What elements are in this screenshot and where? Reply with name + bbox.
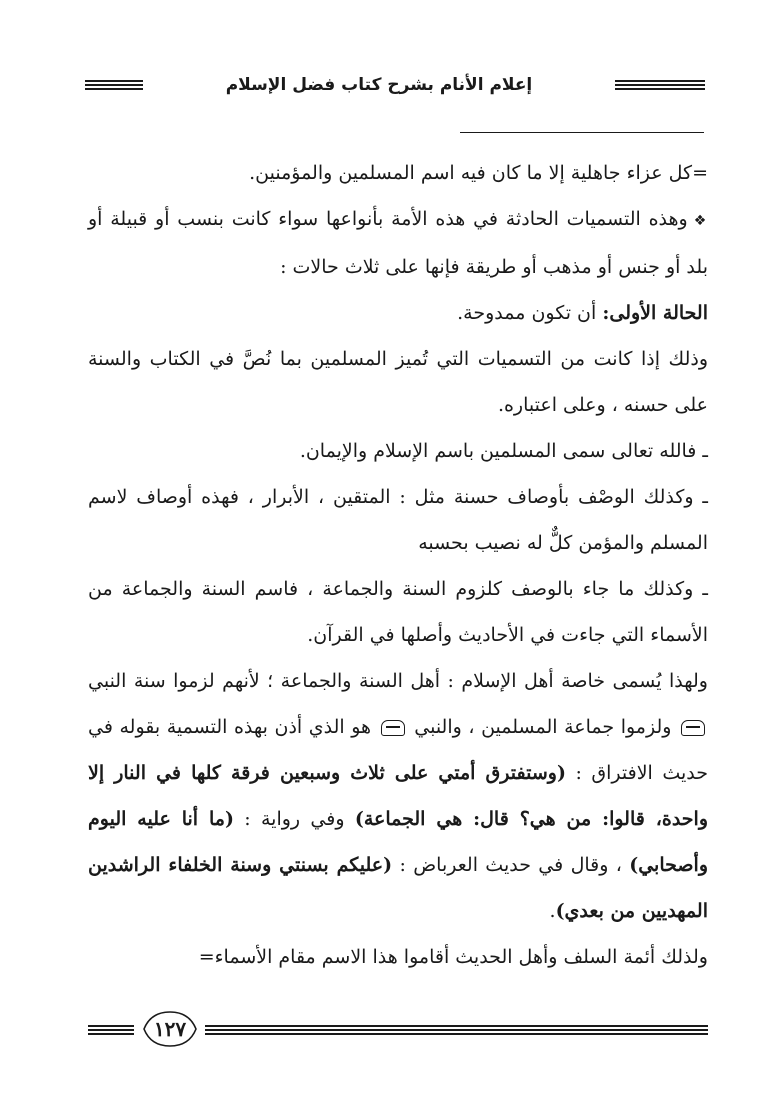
page-number-badge xyxy=(140,1010,200,1048)
paragraph-2: ❖وهذه التسميات الحادثة في هذه الأمة بأنواعها سواء كانت بنسب أو قبيلة أو بلد أو جنس أو مذهب أو طريقة فإنها على ثلاث حالات : xyxy=(88,208,708,278)
footer-rule-right xyxy=(205,1025,708,1035)
footnote-separator xyxy=(460,132,704,133)
hadith-riwaya: (ما أنا عليه اليوم وأصحابي) xyxy=(88,808,708,876)
page-footer xyxy=(88,1010,708,1060)
header-rule-left xyxy=(85,80,143,90)
footnote-text xyxy=(88,150,708,980)
paragraph-4: وذلك إذا كانت من التسميات التي تُميز المسلمين بما نُصَّ في الكتاب والسنة على حسنه ، وعلى اعتباره. xyxy=(88,348,708,416)
bullet-diamond-icon: ❖ xyxy=(693,213,708,229)
header-rule-right xyxy=(615,80,705,90)
salawat-icon xyxy=(681,720,705,736)
book-title: إعلام الأنام بشرح كتاب فضل الإسلام xyxy=(225,75,533,95)
running-header xyxy=(85,70,705,106)
paragraph-6: ـ وكذلك الوصْف بأوصاف حسنة مثل : المتقين ، الأبرار ، فهذه أوصاف لاسم المسلم والمؤمن كلٌّ له نصيب بحسبه xyxy=(88,486,708,554)
salawat-icon xyxy=(381,720,405,736)
hadith-iftiraq: (وستفترق أمتي على ثلاث وسبعين فرقة كلها في النار إلا واحدة، قالوا: من هي؟ قال: هي الجماعة) xyxy=(88,762,708,830)
paragraph-8: ولهذا يُسمى خاصة أهل الإسلام : أهل السنة والجماعة ؛ لأنهم لزموا سنة النبي ولزموا جماعة المسلمين ، والنبي هو الذي أذن بهذه التسمية بقوله في حديث الافتراق : (وستفترق أمتي على ثلاث وسبعين فرقة كلها في النار إلا واحدة، قالوا: من هي؟ قال: هي الجماعة) وفي رواية : (ما أنا عليه اليوم وأصحابي) ، وقال في حديث العرباض : (عليكم بسنتي وسنة الخلفاء الراشدين المهديين من بعدي). xyxy=(88,670,709,922)
first-case-label: الحالة الأولى: xyxy=(602,302,708,324)
paragraph-1: =كل عزاء جاهلية إلا ما كان فيه اسم المسلمين والمؤمنين. xyxy=(249,162,708,184)
paragraph-9: ولذلك أئمة السلف وأهل الحديث أقاموا هذا الاسم مقام الأسماء= xyxy=(198,946,708,968)
paragraph-3: الحالة الأولى: أن تكون ممدوحة. xyxy=(457,302,708,324)
paragraph-7: ـ وكذلك ما جاء بالوصف كلزوم السنة والجماعة ، فاسم السنة والجماعة من الأسماء التي جاءت في الأحاديث وأصلها في القرآن. xyxy=(88,578,708,646)
hadith-irbad: (عليكم بسنتي وسنة الخلفاء الراشدين المهديين من بعدي) xyxy=(88,854,708,922)
page-number: ١٢٧ xyxy=(153,1017,187,1041)
paragraph-5: ـ فالله تعالى سمى المسلمين باسم الإسلام والإيمان. xyxy=(299,440,708,462)
footer-rule-left xyxy=(88,1025,134,1035)
